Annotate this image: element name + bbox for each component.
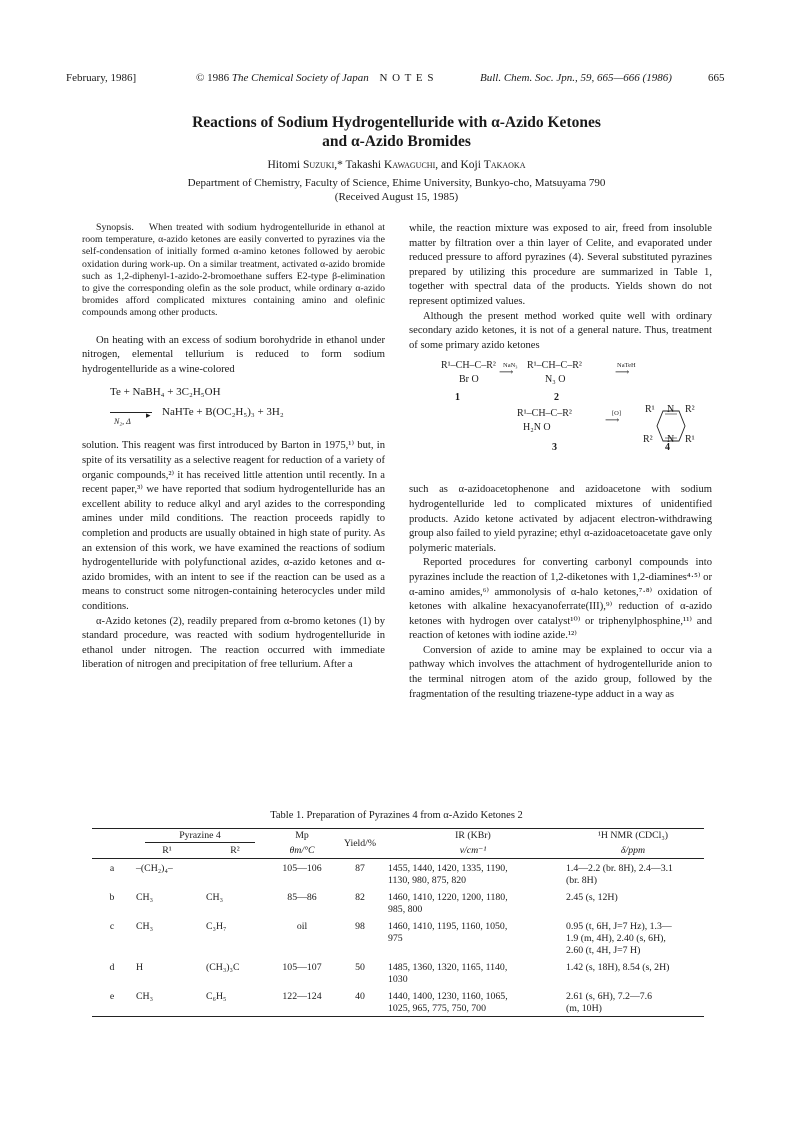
paragraph-mechanism: Conversion of azide to amine may be explained to occur via a pathway which involves the attachment of hydrogentelluride anion to the terminal nitrogen atom of the azido group, followed by the fragmentation of the resulting triazene-type adduct in a way as bbox=[409, 644, 712, 700]
paragraph-workup: while, the reaction mixture was exposed to air, freed from insoluble matter by filtration over a thin layer of Celite, and evaporated under reduced pressure to afford pyrazines (4). Several substituted pyrazines prepared by utilizing this procedure are summarized in Table 1, together with spectral data of the products. Yields shown do not represent optimized values. bbox=[409, 223, 712, 307]
compound-1-formula: R¹–CH–C–R² bbox=[441, 360, 496, 372]
author-1-last: Suzuki,* bbox=[302, 159, 343, 171]
synopsis-label: Synopsis. bbox=[96, 222, 134, 233]
equation-block bbox=[82, 385, 385, 439]
cell-nmr: 2.61 (s, 6H), 7.2—7.6 (m, 10H) bbox=[566, 991, 652, 1014]
header-r1: R¹ bbox=[162, 845, 172, 856]
header-section: N O T E S bbox=[379, 72, 435, 84]
pyrazine-structure bbox=[627, 403, 717, 449]
cell-mp: 85—86 bbox=[287, 892, 317, 903]
paragraph-generality: Although the present method worked quite well with ordinary secondary azido ketones, it is not of a general nature. Thus, treatment of some primary azido ketones bbox=[409, 310, 712, 351]
row-id: d bbox=[109, 962, 115, 973]
header-page-number: 665 bbox=[708, 72, 725, 84]
header-date: February, 1986] bbox=[66, 72, 137, 84]
compound-1-substituents: Br O bbox=[459, 374, 479, 386]
pyrazine-r1-top: R¹ bbox=[645, 404, 655, 416]
table-row bbox=[92, 958, 704, 987]
author-3-first: and Koji bbox=[440, 159, 481, 171]
cell-r2: C₆H₅ bbox=[206, 991, 227, 1002]
compound-2-formula: R¹–CH–C–R² bbox=[527, 360, 582, 372]
cell-ir: 1455, 1440, 1420, 1335, 1190, 1130, 980, 875, 820 bbox=[388, 863, 508, 886]
row-id: e bbox=[109, 991, 115, 1002]
cell-nmr: 1.4—2.2 (br. 8H), 2.4—3.1 (br. 8H) bbox=[566, 863, 673, 886]
left-column bbox=[82, 222, 385, 673]
header-r2: R² bbox=[230, 845, 240, 856]
cell-ir: 1485, 1360, 1320, 1165, 1140, 1030 bbox=[388, 962, 508, 985]
equation-arrow-label: N₂, Δ bbox=[114, 417, 131, 427]
cell-mp: oil bbox=[296, 921, 308, 932]
paragraph-procedures: Reported procedures for converting carbonyl compounds into pyrazines include the reaction of 1,2-diketones with 1,2-diamines⁴·⁵⁾ or α-amino amides,⁶⁾ ammonolysis of α-halo ketones,⁷·⁸⁾ oxidation of ketones with alkaline hexacyanoferrate(III),⁹⁾ reduction of α-azido ketones with hydrogen over catalyst¹⁰⁾ or triphenylphosphine,¹¹⁾ and reaction of ketones with iodine azide.¹²⁾ bbox=[409, 557, 712, 642]
right-column bbox=[409, 222, 712, 702]
cell-nmr: 0.95 (t, 6H, J=7 Hz), 1.3— 1.9 (m, 4H), 2.40 (s, 6H), 2.60 (t, 4H, J=7 H) bbox=[566, 921, 672, 956]
compound-2-substituents: N₃ O bbox=[545, 374, 566, 386]
arrow-2: ⟶ bbox=[615, 367, 630, 379]
header-mp-unit: θm/°C bbox=[289, 845, 315, 856]
received-date: (Received August 15, 1985) bbox=[334, 191, 459, 203]
author-2-first: Takashi bbox=[345, 159, 382, 171]
cell-mp: 105—106 bbox=[282, 863, 322, 874]
arrow-2-label: NaTeH bbox=[617, 362, 636, 370]
cell-yield: 98 bbox=[355, 921, 365, 932]
cell-r1: CH₃ bbox=[136, 921, 154, 932]
title-line-1: Reactions of Sodium Hydrogentelluride with α-Azido Ketones bbox=[192, 114, 601, 131]
cell-r2: C₃H₇ bbox=[206, 921, 227, 932]
author-2-last: Kawaguchi, bbox=[384, 159, 439, 171]
author-list bbox=[0, 158, 793, 172]
cell-r1: CH₃ bbox=[136, 892, 154, 903]
compound-label-3: 3 bbox=[552, 442, 557, 454]
pyrazine-r2-top: R² bbox=[685, 404, 695, 416]
pyrazine-r2-bottom: R² bbox=[643, 434, 653, 446]
header-citation: Bull. Chem. Soc. Jpn., 59, 665—666 (1986) bbox=[480, 72, 672, 84]
cell-mp: 122—124 bbox=[282, 991, 322, 1002]
paragraph-background: solution. This reagent was first introduced by Barton in 1975,¹⁾ but, in spite of its versatility as a selective reagent for reduction of a variety of organic compounds,²⁾ it has received little attention until recently. In a recent paper,³⁾ we have reported that sodium hydrogentelluride has an excellent ability to reduce alkyl and aryl azides to the corresponding amines under mild conditions. The reaction proceeds rapidly to completion and products are usually obtained in high state of purity. As an extension of this work, we have examined the reactions of sodium hydrogentelluride with polyfunctional azides, α-azido ketones and α-azido bromides, with an intent to see if the reaction can be used as a means to construct some nitrogen-containing heterocycles under mild conditions. bbox=[82, 440, 385, 612]
header-mp: Mp bbox=[295, 830, 309, 841]
cell-yield: 82 bbox=[355, 892, 365, 903]
arrow-1-label: NaN₃ bbox=[503, 362, 518, 370]
row-id: b bbox=[109, 892, 115, 903]
table-caption: Table 1. Preparation of Pyrazines 4 from α-Azido Ketones 2 bbox=[270, 810, 523, 821]
cell-yield: 50 bbox=[355, 962, 365, 973]
cell-ir: 1460, 1410, 1220, 1200, 1180, 985, 800 bbox=[388, 892, 508, 915]
table-header-row-2 bbox=[92, 844, 704, 859]
cell-r2 bbox=[202, 859, 268, 888]
cell-r2: (CH₃)₃C bbox=[206, 962, 240, 973]
paragraph-intro: On heating with an excess of sodium borohydride in ethanol under nitrogen, elemental tellurium is reduced to form sodium hydrogentelluride as a wine-colored bbox=[82, 334, 385, 375]
header-society: The Chemical Society of Japan bbox=[231, 72, 369, 84]
header-pyrazine: Pyrazine 4 bbox=[145, 830, 255, 843]
table-row bbox=[92, 987, 704, 1017]
table-row bbox=[92, 917, 704, 958]
header-nmr: ¹H NMR (CDCl₃) bbox=[597, 830, 669, 841]
reaction-scheme bbox=[409, 359, 712, 483]
compound-3-substituents: H₂N O bbox=[523, 422, 551, 434]
compound-label-4: 4 bbox=[665, 442, 670, 454]
arrow-3-label: [O] bbox=[612, 410, 622, 418]
header-copyright: © 1986 bbox=[196, 72, 230, 84]
affiliation: Department of Chemistry, Faculty of Science, Ehime University, Bunkyo-cho, Matsuyama 790 bbox=[187, 177, 606, 189]
paragraph-failures: such as α-azidoacetophenone and azidoacetone with sodium hydrogentelluride led to complicated mixtures of unidentified products. Azido ketone activated by adjacent electron-withdrawing group also failed to yield pyrazine; ethyl α-azidoacetoacetate gave only polymeric materials. bbox=[409, 484, 712, 554]
cell-yield: 87 bbox=[355, 863, 365, 874]
equation-reactants: Te + NaBH₄ + 3C₂H₅OH bbox=[110, 386, 221, 399]
cell-ir: 1440, 1400, 1230, 1160, 1065, 1025, 965, 775, 750, 700 bbox=[388, 991, 508, 1014]
pyrazine-r1-bottom: R¹ bbox=[685, 434, 695, 446]
header-ir: IR (KBr) bbox=[455, 830, 491, 841]
cell-nmr: 2.45 (s, 12H) bbox=[566, 892, 618, 903]
pyrazine-n-bottom: N bbox=[667, 434, 675, 446]
arrow-3: ⟶ bbox=[605, 415, 620, 427]
table-row bbox=[92, 888, 704, 917]
author-3-last: Takaoka bbox=[483, 159, 526, 171]
title-line-2: and α-Azido Bromides bbox=[322, 133, 471, 150]
cell-r2: CH₃ bbox=[206, 892, 224, 903]
synopsis bbox=[82, 222, 385, 320]
compound-label-2: 2 bbox=[554, 392, 559, 404]
header-nmr-unit: δ/ppm bbox=[620, 845, 646, 856]
cell-ir: 1460, 1410, 1195, 1160, 1050, 975 bbox=[388, 921, 508, 944]
header-journal-info bbox=[196, 72, 435, 84]
equation-arrow-head: ▸ bbox=[146, 410, 151, 421]
cell-yield: 40 bbox=[355, 991, 365, 1002]
pyrazine-table bbox=[92, 828, 704, 1017]
compound-label-1: 1 bbox=[455, 392, 460, 404]
article-title bbox=[0, 113, 793, 151]
paragraph-azido-ketones: α-Azido ketones (2), readily prepared from α-bromo ketones (1) by standard procedure, was reacted with sodium hydrogentelluride in ethanol under nitrogen. The reaction occurred with immediate liberation of nitrogen and precipitation of free tellurium. After a bbox=[82, 615, 385, 671]
arrow-1: ⟶ bbox=[499, 367, 514, 379]
header-ir-unit: ν/cm⁻¹ bbox=[459, 845, 487, 856]
cell-r1: H bbox=[136, 962, 144, 973]
equation-products: NaHTe + B(OC₂H₅)₃ + 3H₂ bbox=[162, 406, 284, 419]
table-header-row-1 bbox=[92, 829, 704, 844]
row-id: a bbox=[109, 863, 115, 874]
cell-r1: –(CH₂)₄– bbox=[136, 863, 173, 874]
row-id: c bbox=[109, 921, 115, 932]
cell-r1: CH₃ bbox=[136, 991, 154, 1002]
cell-mp: 105—107 bbox=[282, 962, 322, 973]
header-yield: Yield/% bbox=[343, 837, 377, 849]
compound-3-formula: R¹–CH–C–R² bbox=[517, 408, 572, 420]
pyrazine-n-top: N bbox=[667, 404, 675, 416]
author-1-first: Hitomi bbox=[267, 159, 301, 171]
synopsis-text: When treated with sodium hydrogentelluride in ethanol at room temperature, α-azido ketones are easily converted to pyrazines via the self-condensation of initially formed α-amino ketones followed by aerobic oxidation during work-up. On a similar treatment, activated α-azido bromide such as 1,2-diphenyl-1-azido-2-bromoethane suffers E2-type β-elimination to give the corresponding olefin as the sole product, while ordinary α-azido bromides afford complicated mixtures containing amino and olefinic compounds among other products. bbox=[82, 222, 386, 319]
table-row bbox=[92, 859, 704, 888]
cell-nmr: 1.42 (s, 18H), 8.54 (s, 2H) bbox=[566, 962, 670, 973]
